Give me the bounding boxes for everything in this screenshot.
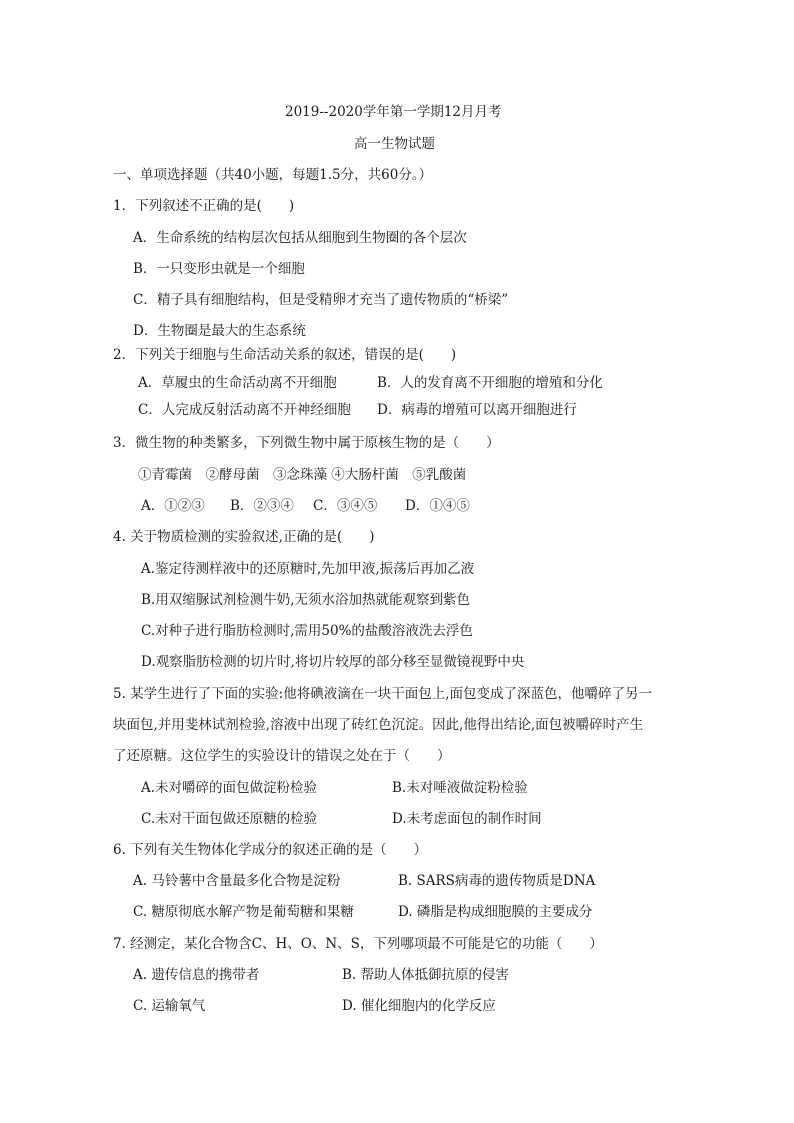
question-stem-line-2: 块面包,并用斐林试剂检验,溶液中出现了砖红色沉淀。因此,他得出结论,面包被嚼碎时产生 bbox=[113, 717, 644, 733]
section-heading: 一、单项选择题（共40小题，每题1.5分，共60分。） bbox=[113, 167, 433, 183]
option-a: A．生命系统的结构层次包括从细胞到生物圈的各个层次 bbox=[133, 230, 467, 246]
option-c: C.未对干面包做还原糖的检验 bbox=[141, 811, 318, 827]
option-d: D．生物圈是最大的生态系统 bbox=[133, 323, 306, 339]
option-c: C．③④⑤ bbox=[313, 498, 378, 514]
option-b: B．②③④ bbox=[230, 498, 294, 514]
option-d: D. 催化细胞内的化学反应 bbox=[342, 998, 496, 1014]
question-stem-line-3: 了还原糖。这位学生的实验设计的错误之处在于（ ） bbox=[113, 748, 451, 764]
option-d: D．①④⑤ bbox=[405, 498, 470, 514]
option-a: A.鉴定待测样液中的还原糖时,先加甲液,振荡后再加乙液 bbox=[141, 561, 475, 577]
option-c: C．精子具有细胞结构，但是受精卵才充当了遗传物质的“桥梁” bbox=[133, 292, 509, 308]
option-d: D. 磷脂是构成细胞膜的主要成分 bbox=[398, 904, 593, 920]
question-stem: 4. 关于物质检测的实验叙述,正确的是( ) bbox=[113, 529, 375, 545]
option-b: B．一只变形虫就是一个细胞 bbox=[133, 261, 305, 277]
subject-title: 高一生物试题 bbox=[354, 136, 435, 152]
option-d: D.未考虑面包的制作时间 bbox=[392, 811, 542, 827]
question-stem: 6. 下列有关生物体化学成分的叙述正确的是（ ） bbox=[113, 842, 428, 858]
option-d: D．病毒的增殖可以离开细胞进行 bbox=[377, 402, 577, 418]
option-c: C. 糖原彻底水解产物是葡萄糖和果糖 bbox=[133, 904, 354, 920]
question-stem-line-1: 5. 某学生进行了下面的实验:他将碘液滴在一块干面包上,面包变成了深蓝色，他嚼碎了另一 bbox=[113, 686, 653, 702]
option-c: C．人完成反射活动离不开神经细胞 bbox=[138, 402, 351, 418]
option-c: C.对种子进行脂肪检测时,需用50%的盐酸溶液洗去浮色 bbox=[141, 623, 473, 639]
exam-title: 2019--2020学年第一学期12月月考 bbox=[285, 104, 502, 120]
option-a: A. 马铃薯中含量最多化合物是淀粉 bbox=[133, 873, 341, 889]
option-b: B．人的发育离不开细胞的增殖和分化 bbox=[377, 375, 603, 391]
option-b: B.未对唾液做淀粉检验 bbox=[392, 780, 528, 796]
question-stem: 3．微生物的种类繁多，下列微生物中属于原核生物的是（ ） bbox=[113, 435, 500, 451]
option-a: A．①②③ bbox=[141, 498, 205, 514]
option-d: D.观察脂肪检测的切片时,将切片较厚的部分移至显微镜视野中央 bbox=[141, 654, 525, 670]
option-b: B. SARS病毒的遗传物质是DNA bbox=[398, 873, 596, 889]
option-b: B. 帮助人体抵御抗原的侵害 bbox=[342, 967, 510, 983]
option-b: B.用双缩脲试剂检测牛奶,无须水浴加热就能观察到紫色 bbox=[141, 592, 471, 608]
question-stem: 2．下列关于细胞与生命活动关系的叙述，错误的是( ) bbox=[113, 347, 457, 363]
option-c: C. 运输氧气 bbox=[133, 998, 206, 1014]
question-items: ①青霉菌 ②酵母菌 ③念珠藻 ④大肠杆菌 ⑤乳酸菌 bbox=[138, 467, 467, 483]
question-stem: 7. 经测定，某化合物含C、H、O、N、S，下列哪项最不可能是它的功能（ ） bbox=[113, 936, 603, 952]
option-a: A. 遗传信息的携带者 bbox=[133, 967, 260, 983]
question-stem: 1．下列叙述不正确的是( ) bbox=[113, 198, 295, 214]
option-a: A.未对嚼碎的面包做淀粉检验 bbox=[141, 780, 318, 796]
option-a: A．草履虫的生命活动离不开细胞 bbox=[138, 375, 337, 391]
